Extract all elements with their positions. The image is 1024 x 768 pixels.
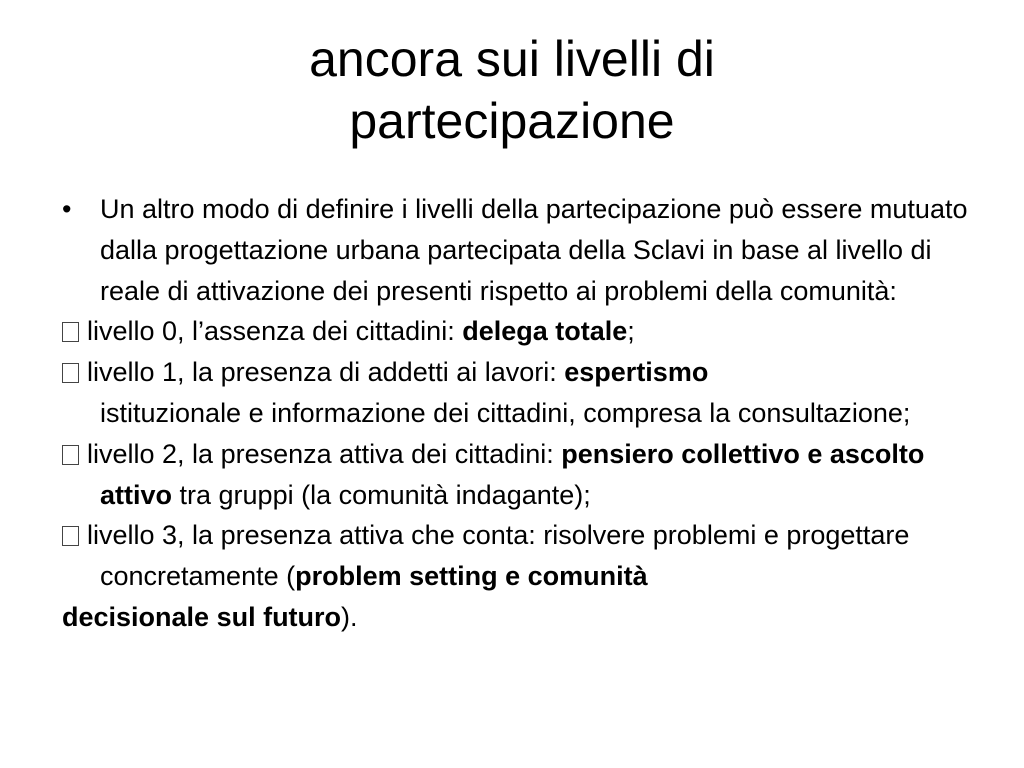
level-item-2-bold: pensiero collettivo e ascolto attivo: [100, 438, 925, 510]
level-item-1-bold: espertismo: [564, 357, 709, 388]
bullet-dot-icon: •: [62, 194, 72, 224]
box-glyph-icon: [62, 363, 79, 383]
slide-title: [0, 28, 1024, 152]
level-item-3-post: ).: [341, 601, 358, 632]
box-glyph-icon: [62, 322, 79, 342]
level-item-1-post: istituzionale e informazione dei cittadini, compresa la consultazione;: [100, 397, 911, 428]
box-glyph-icon: [62, 445, 79, 465]
level-item-3: [62, 515, 992, 637]
level-item-3-bold-b: decisionale sul futuro: [62, 601, 342, 632]
level-item-0-pre: livello 0, l’assenza dei cittadini:: [87, 316, 463, 347]
box-glyph-icon: [62, 526, 79, 546]
level-item-1: [62, 352, 992, 434]
level-item-2: [62, 434, 992, 516]
level-item-0: [62, 311, 992, 352]
level-item-1-lead: [62, 357, 708, 387]
bullet-paragraph: [62, 189, 992, 311]
title-line-1: ancora sui livelli di: [309, 31, 715, 87]
title-line-2: partecipazione: [349, 93, 675, 149]
level-item-0-post: ;: [627, 316, 635, 347]
slide-body: [62, 189, 992, 638]
level-item-3-bold-a: problem setting e comunità: [295, 561, 648, 592]
level-item-1-pre: livello 1, la presenza di addetti ai lavori:: [87, 357, 565, 388]
level-item-0-lead: [62, 316, 462, 346]
level-item-3-pre: livello 3, la presenza attiva che conta: risolvere problemi e progettare concretamente (: [87, 520, 910, 592]
level-item-2-pre: livello 2, la presenza attiva dei cittadini:: [87, 438, 562, 469]
level-item-2-lead: [62, 439, 561, 469]
level-item-0-bold: delega totale: [462, 316, 628, 347]
level-item-2-post: tra gruppi (la comunità indagante);: [172, 479, 591, 510]
bullet-text: Un altro modo di definire i livelli della partecipazione può essere mutuato dalla progettazione urbana partecipata della Sclavi in base al livello di reale di attivazione dei presenti rispetto ai problemi della comunità:: [100, 194, 968, 306]
